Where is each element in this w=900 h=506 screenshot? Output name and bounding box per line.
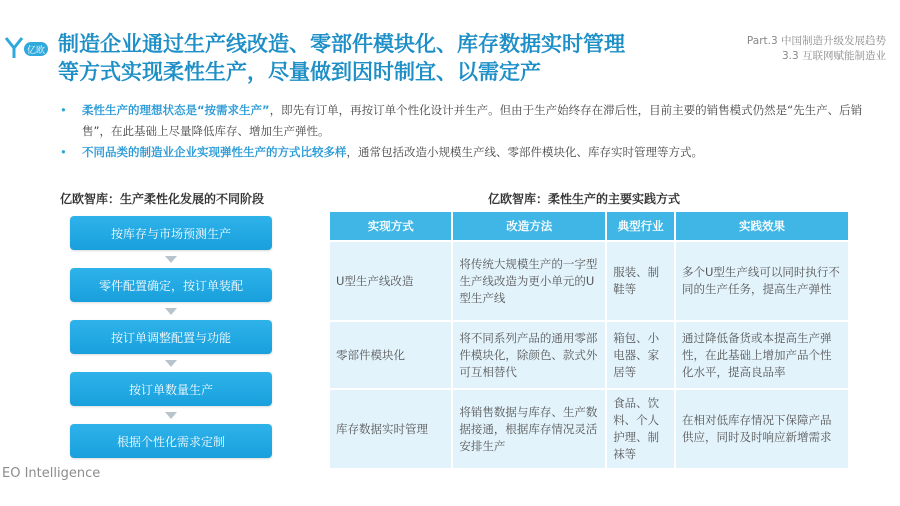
bullet-text: ，通常包括改造小规模生产线、零部件模块化、库存实时管理等方式。 xyxy=(346,145,703,159)
table-cell: U型生产线改造 xyxy=(329,241,452,321)
bullet-item xyxy=(60,100,880,142)
stage-flow xyxy=(70,216,272,458)
bullet-highlight: 柔性生产的理想状态是“按需求生产” xyxy=(82,103,270,117)
subpart-label: 3.3 互联网赋能制造业 xyxy=(781,50,886,62)
svg-text:亿欧: 亿欧 xyxy=(26,46,46,56)
table-cell: 服装、制鞋等 xyxy=(606,241,675,321)
table-cell: 箱包、小电器、家居等 xyxy=(606,321,675,389)
table-header: 改造方法 xyxy=(452,211,606,241)
table-cell: 在相对低库存情况下保障产品供应，同时及时响应新增需求 xyxy=(675,389,849,469)
table-row xyxy=(329,321,849,389)
table-cell: 库存数据实时管理 xyxy=(329,389,452,469)
footer-brand: EO Intelligence xyxy=(2,466,101,481)
flow-step: 根据个性化需求定制 xyxy=(70,424,272,458)
table-cell: 通过降低备货或本提高生产弹性，在此基础上增加产品个性化水平，提高良品率 xyxy=(675,321,849,389)
arrow-down-icon xyxy=(70,354,272,372)
table-cell: 零部件模块化 xyxy=(329,321,452,389)
practice-table xyxy=(328,210,850,470)
table-cell: 将销售数据与库存、生产数据接通，根据库存情况灵活安排生产 xyxy=(452,389,606,469)
bullet-list xyxy=(60,100,880,163)
right-panel-title: 亿欧智库：柔性生产的主要实践方式 xyxy=(488,192,681,206)
flow-step: 按订单数量生产 xyxy=(70,372,272,406)
bullet-highlight: 不同品类的制造业企业实现弹性生产的方式比较多样 xyxy=(82,145,347,159)
arrow-down-icon xyxy=(70,250,272,268)
table-header: 实践效果 xyxy=(675,211,849,241)
table-cell: 将传统大规模生产的一字型生产线改造为更小单元的U型生产线 xyxy=(452,241,606,321)
arrow-down-icon xyxy=(70,406,272,424)
section-label xyxy=(747,34,886,64)
logo xyxy=(4,34,50,62)
part-label: Part.3 中国制造升级发展趋势 xyxy=(746,35,886,47)
page-title xyxy=(58,30,698,86)
table-header-row xyxy=(329,211,849,241)
table-header: 典型行业 xyxy=(606,211,675,241)
table-row xyxy=(329,389,849,469)
bullet-text: ，即先有订单，再按订单个性化设计并生产。但由于生产始终存在滞后性，目前主要的销售模式仍然是“先生产、后销售”，在此基础上尽量降低库存、增加生产弹性。 xyxy=(82,103,863,138)
flow-step: 零件配置确定，按订单装配 xyxy=(70,268,272,302)
flow-step: 按订单调整配置与功能 xyxy=(70,320,272,354)
left-panel-title: 亿欧智库：生产柔性化发展的不同阶段 xyxy=(60,192,265,206)
title-line-1: 制造企业通过生产线改造、零部件模块化、库存数据实时管理 xyxy=(58,32,625,56)
table-cell: 将不同系列产品的通用零部件模块化，除颜色、款式外可互相替代 xyxy=(452,321,606,389)
table-cell: 食品、饮料、个人护理、制袜等 xyxy=(606,389,675,469)
table-header: 实现方式 xyxy=(329,211,452,241)
arrow-down-icon xyxy=(70,302,272,320)
title-line-2: 等方式实现柔性生产，尽量做到因时制宜、以需定产 xyxy=(58,60,541,84)
table-row xyxy=(329,241,849,321)
table-cell: 多个U型生产线可以同时执行不同的生产任务，提高生产弹性 xyxy=(675,241,849,321)
bullet-item xyxy=(60,142,880,163)
flow-step: 按库存与市场预测生产 xyxy=(70,216,272,250)
